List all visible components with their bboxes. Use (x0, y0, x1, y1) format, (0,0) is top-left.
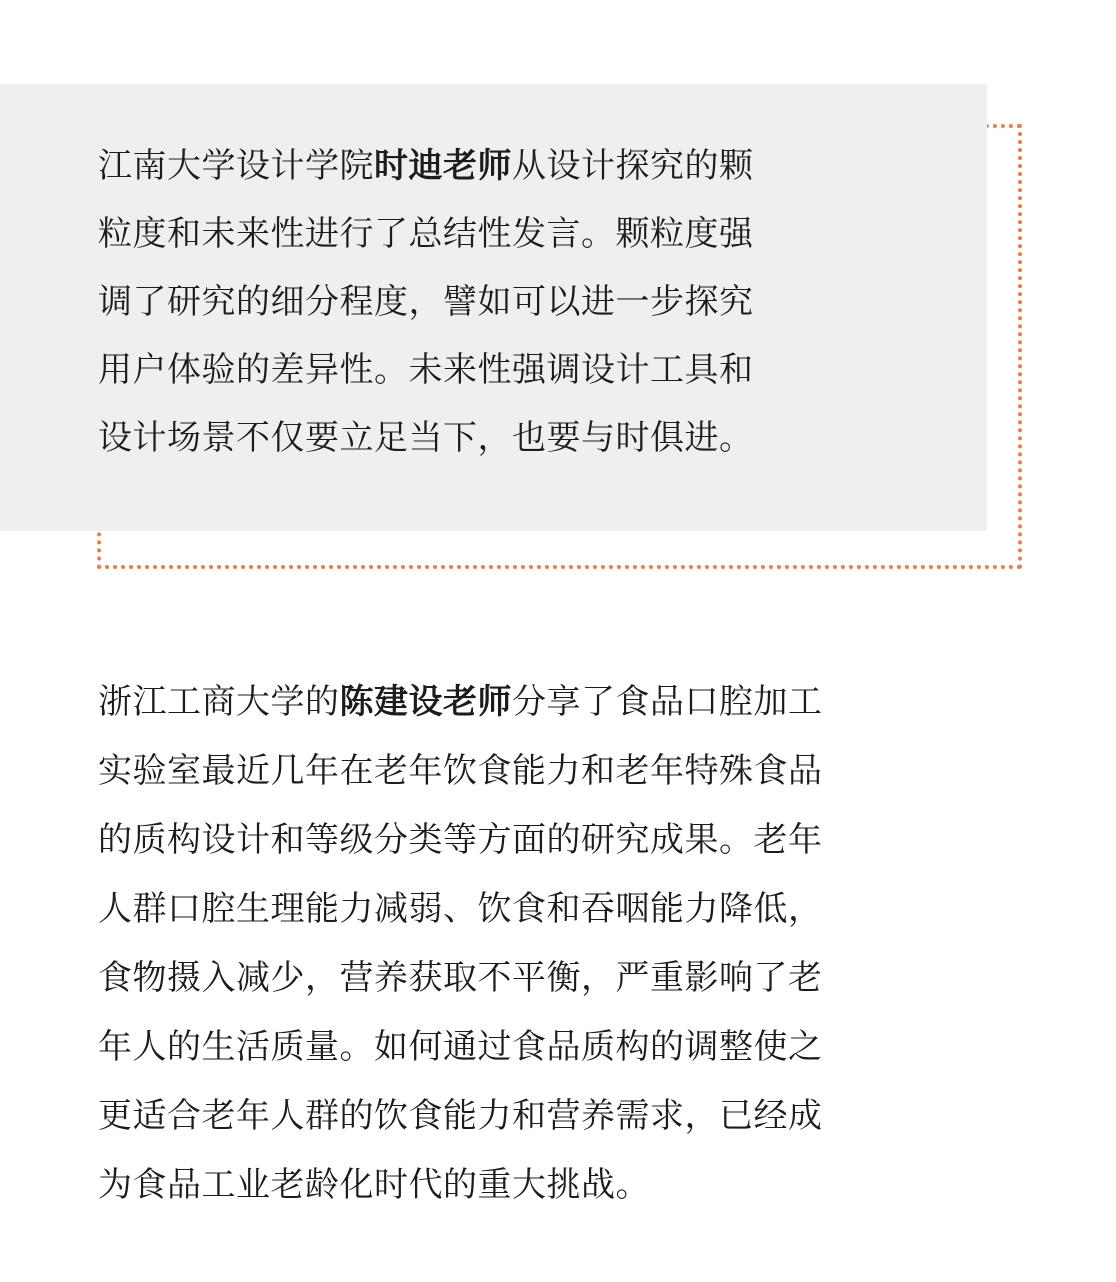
quote-line-3: 调了研究的细分程度，譬如可以进一步探究 (98, 282, 754, 322)
quote-line-2: 粒度和未来性进行了总结性发言。颗粒度强 (98, 214, 754, 254)
speaker-name-shi-di: 时迪老师 (374, 146, 512, 186)
body-line-7: 更适合老年人群的饮食能力和营养需求，已经成 (98, 1096, 823, 1136)
body-line-8: 为食品工业老龄化时代的重大挑战。 (98, 1165, 650, 1205)
body-paragraph (98, 668, 958, 1220)
body-line-5: 食物摄入减少，营养获取不平衡，严重影响了老 (98, 958, 823, 998)
quote-line-5: 设计场景不仅要立足当下，也要与时俱进。 (98, 418, 754, 458)
speaker-name-chen-jianshe: 陈建设老师 (339, 682, 512, 722)
quote-line-1-pre: 江南大学设计学院 (98, 146, 374, 186)
quote-line-4: 用户体验的差异性。未来性强调设计工具和 (98, 350, 754, 390)
body-line-1-pre: 浙江工商大学的 (98, 682, 340, 722)
quote-paragraph (98, 132, 878, 472)
body-line-6: 年人的生活质量。如何通过食品质构的调整使之 (98, 1027, 823, 1067)
quote-line-1-post: 从设计探究的颗 (512, 146, 754, 186)
body-line-1-post: 分享了食品口腔加工 (512, 682, 823, 722)
body-line-3: 的质构设计和等级分类等方面的研究成果。老年 (98, 820, 823, 860)
quote-line-1 (98, 132, 878, 200)
body-line-2: 实验室最近几年在老年饮食能力和老年特殊食品 (98, 751, 823, 791)
body-line-4: 人群口腔生理能力减弱、饮食和吞咽能力降低， (98, 889, 823, 929)
body-line-1 (98, 668, 958, 737)
